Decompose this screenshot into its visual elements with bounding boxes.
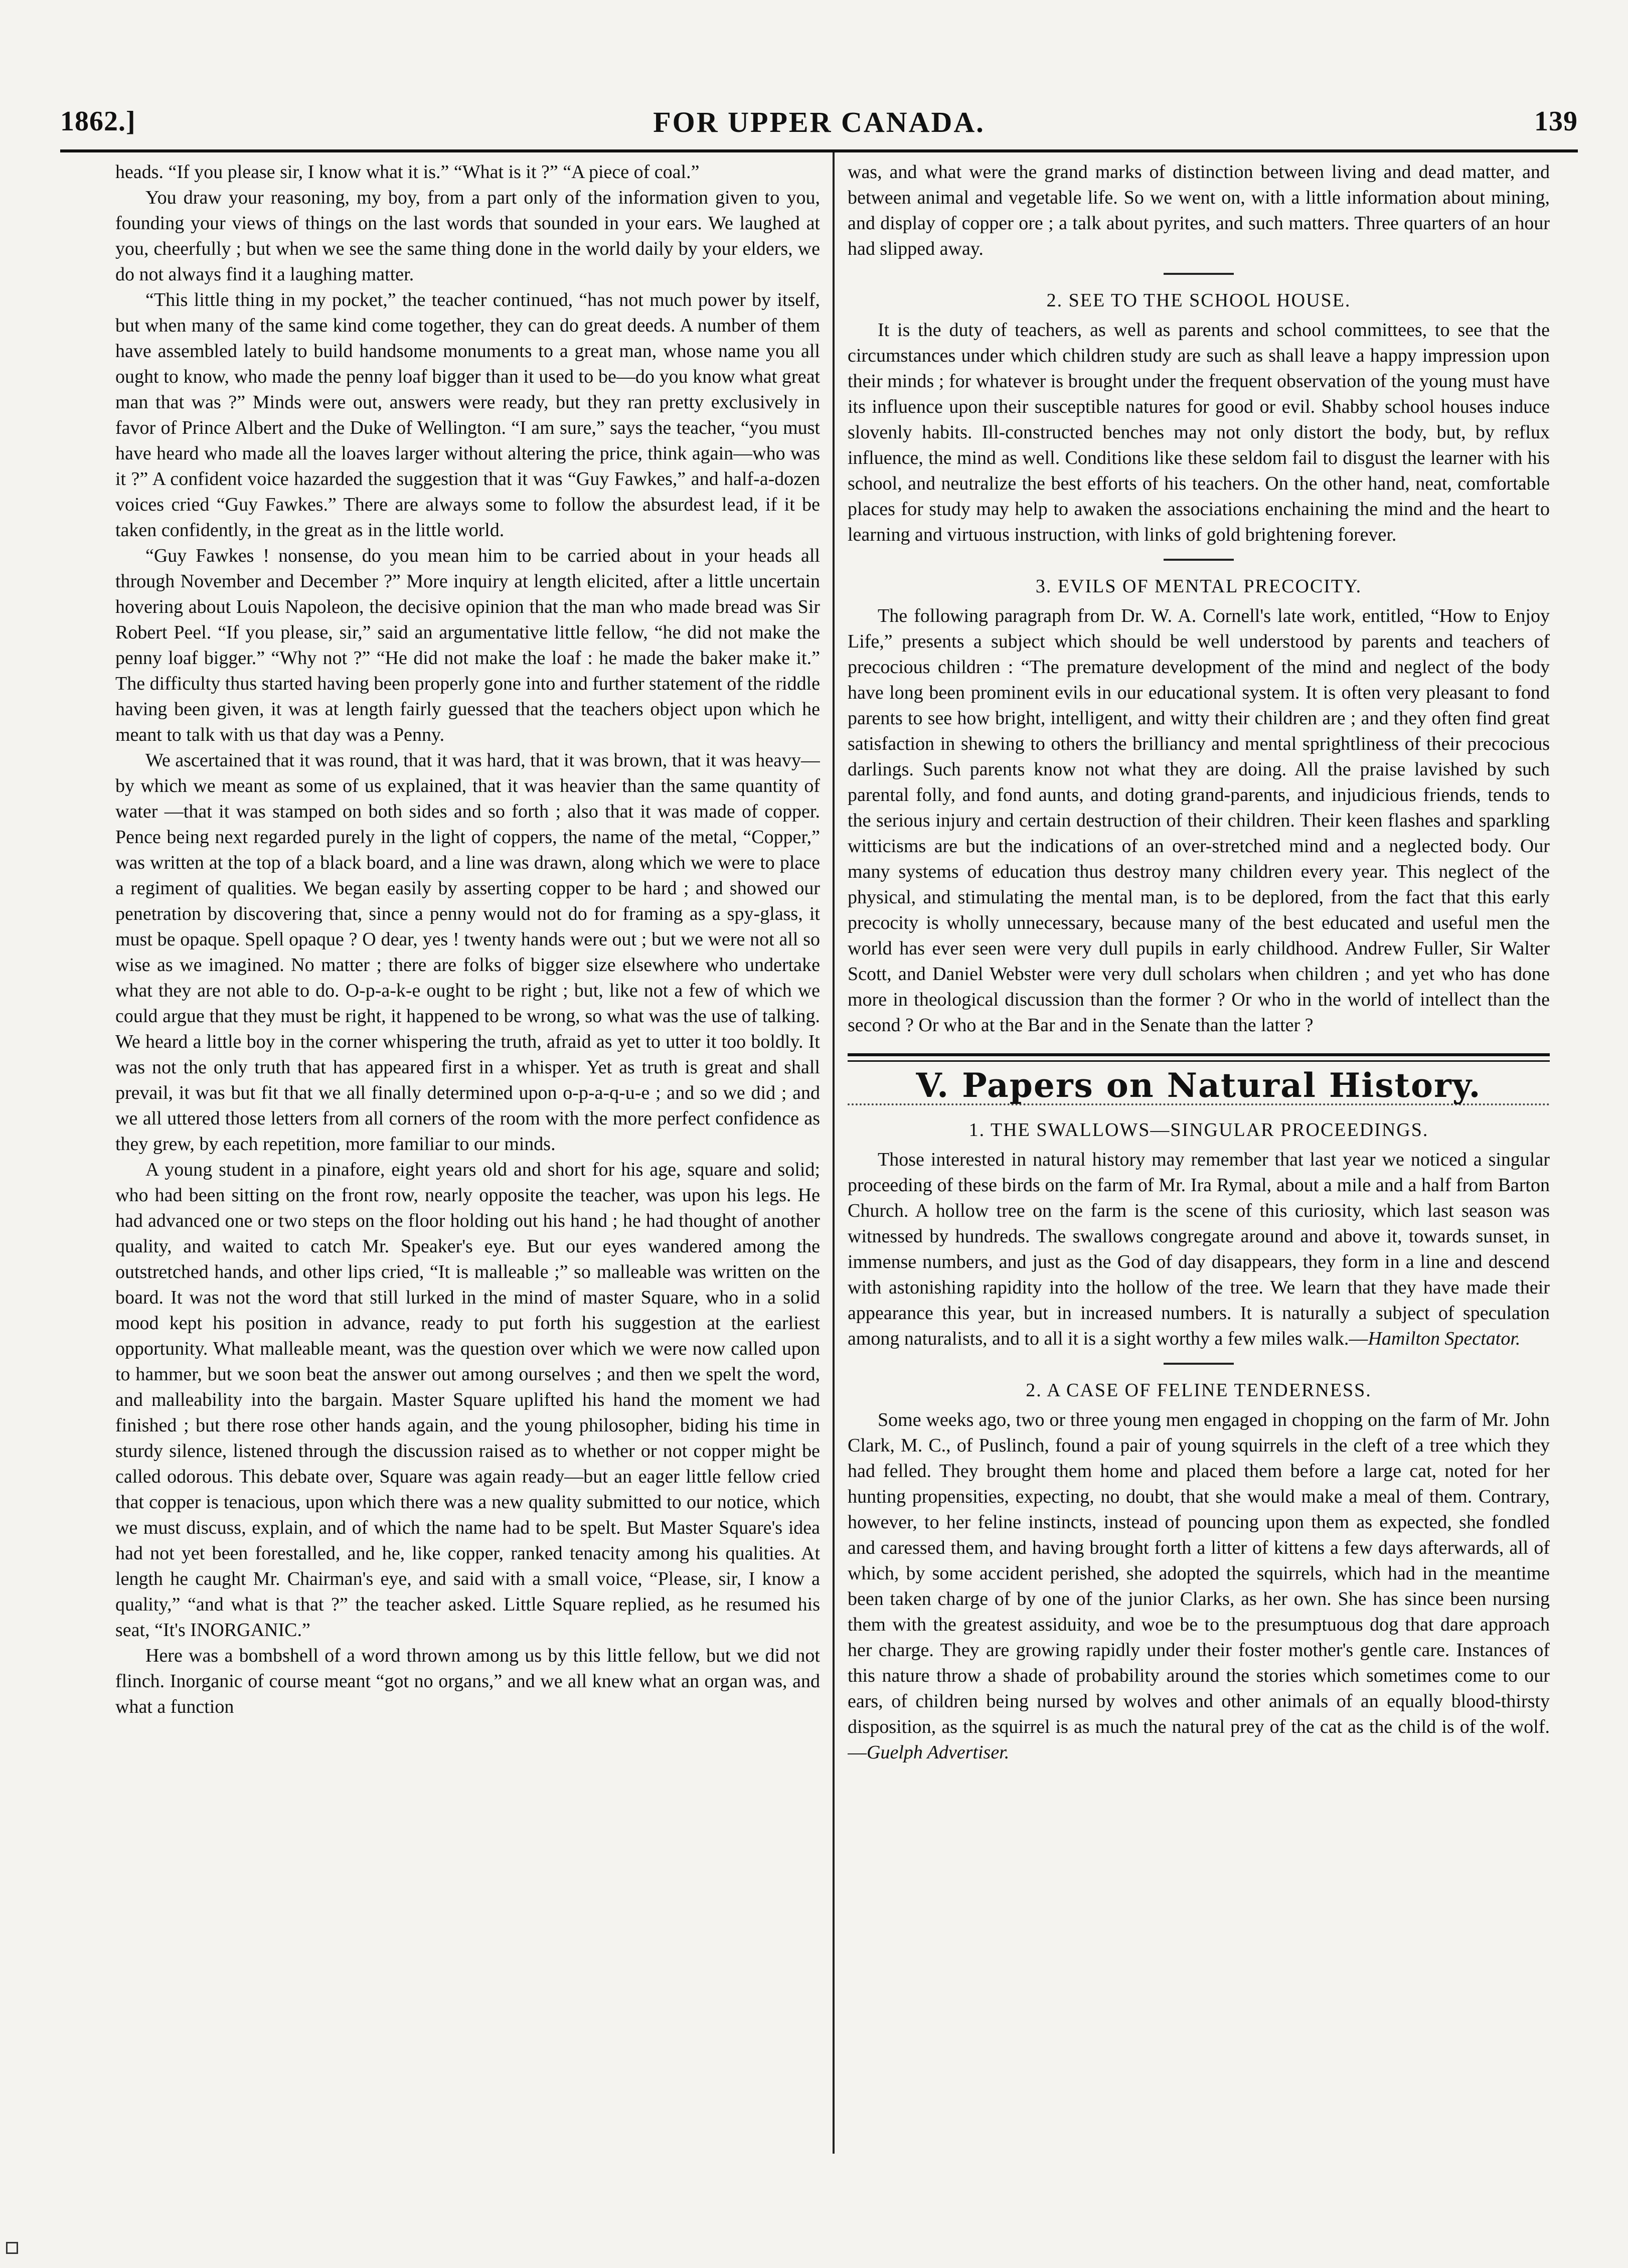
paragraph: A young student in a pinafore, eight years old and short for his age, square and solid; who had been sitting on the front row, nearly opposite the teacher, was upon his legs. He had advanced one or two steps on the floor holding out his hand ; he had thought of another quality, and waited to catch Mr. Speaker's eye. But our eyes wandered among the outstretched hands, and other lips cried, “It is malleable ;” so malleable was written on the board. It was not the word that still lurked in the mind of master Square, who in a solid mood kept his position in advance, ready to put forth his suggestion at the earliest opportunity. What malleable meant, was the question over which we were now called upon to hammer, but we soon beat the answer out among ourselves ; and then we spelt the word, and malleability into the bargain. Master Square uplifted his hand the moment we had finished ; but there rose other hands again, and the young philosopher, biding his time in sturdy silence, listened through the discussion raised as to whether or not copper might be called odorous. This debate over, Square was again ready—but an eager little fellow cried that copper is tenacious, upon which there was a new quality submitted to our notice, which we must discuss, explain, and of which the name had to be spelt. But Master Square's idea had not yet been forestalled, and he, like copper, ranked tenacity among his qualities. At length he caught Mr. Chairman's eye, and said with a small voice, “Please, sir, I know a quality,” “and what is that ?” the teacher asked. Little Square replied, as he resumed his seat, “It's INORGANIC.”	[115, 1159, 820, 1641]
paragraph	[848, 1407, 1550, 1765]
paragraph: “Guy Fawkes ! nonsense, do you mean him to be carried about in your heads all through November and December ?” More inquiry at length elicited, after a little uncertain hovering about Louis Napoleon, the decisive opinion that the man who made bread was Sir Robert Peel. “If you please, sir,” said an argumentative little fellow, “he did not make the penny loaf bigger.” “Why not ?” “He did not make the loaf : he made the baker make it.” The difficulty thus started having been properly gone into and further statement of the riddle having been given, it was at length fairly guessed that the teachers object upon which he meant to talk with us that day was a Penny.	[115, 545, 820, 745]
paragraph: was, and what were the grand marks of distinction between living and dead matter, and between animal and vegetable life. So we went on, with a little information about mining, and display of copper ore ; a talk about pyrites, and such matters. Three quarters of an hour had slipped away.	[848, 161, 1550, 259]
header-rule	[60, 149, 1578, 152]
paragraph-text: Those interested in natural history may remember that last year we noticed a singular proceeding of these birds on the farm of Mr. Ira Rymal, about a mile and a half from Barton Church. A hollow tree on the farm is the scene of this curiosity, which last season was witnessed by hundreds. The swallows congregate around and above it, towards sunset, in immense numbers, and just as the God of day disappears, they form in a line and descend with astonishing rapidity into the hollow of the tree. We learn that they have made their appearance this year, but in increased numbers. It is naturally a subject of speculation among naturalists, and to all it is a sight worthy a few miles walk.—	[848, 1149, 1550, 1349]
paragraph: The following paragraph from Dr. W. A. Cornell's late work, entitled, “How to Enjoy Life,” presents a subject which should be well understood by parents and teachers of precocious children : “The premature development of the mind and neglect of the body have long been prominent evils in our educational system. It is often very pleasant to fond parents to see how bright, intelligent, and witty their children are ; and they often find great satisfaction in shewing to others the brilliancy and mental sprightliness of their precocious darlings. Such parents know not what they are doing. All the praise lavished by such parental folly, and fond aunts, and doting grand-parents, and injudicious friends, tends to the serious injury and certain destruction of their children. Their keen flashes and sparkling witticisms are but the indications of an over-stretched mind and a neglected body. Our many systems of education thus destroy many children every year. This neglect of the physical, and stimulating the mental man, is to be deplored, from the fact that this early precocity is wholly unnecessary, because many of the best educated and useful men the world has ever seen were very dull pupils in early childhood. Andrew Fuller, Sir Walter Scott, and Daniel Webster were very dull scholars when children ; and yet who has done more in theological discussion than the former ? Or who in the world of intellect than the second ? Or who at the Bar and in the Senate than the latter ?	[848, 605, 1550, 1036]
section-divider	[1164, 273, 1234, 275]
section-divider	[1164, 1363, 1234, 1365]
paragraph: It is the duty of teachers, as well as parents and school committees, to see that the circumstances under which children study are such as shall leave a happy impression upon their minds ; for whatever is brought under the frequent observation of the young must have its influence upon their susceptible natures for good or evil. Shabby school houses induce slovenly habits. Ill-constructed benches may not only distort the body, but, by reflux influence, the mind as well. Conditions like these seldom fail to disgust the learner with his school, and neutralize the best efforts of his teachers. On the other hand, neat, comfortable places for study may help to awaken the associations enchaining the mind and the heart to learning and virtuous instruction, with links of gold brightening forever.	[848, 319, 1550, 545]
paragraph: heads. “If you please sir, I know what it is.” “What is it ?” “A piece of coal.”	[115, 161, 700, 183]
section-divider	[1164, 559, 1234, 561]
paragraph: You draw your reasoning, my boy, from a part only of the information given to you, founding your views of things on the last words that sounded in your ears. We laughed at you, cheerfully ; but when we see the same thing done in the world daily by your elders, we do not always find it a laughing matter.	[115, 187, 820, 285]
paragraph: “This little thing in my pocket,” the teacher continued, “has not much power by itself, but when many of the same kind come together, they can do great deeds. A number of them have assembled lately to build handsome monuments to a great man, whose name you all ought to know, who made the penny loaf bigger than it used to be—do you know what great man that was ?” Minds were out, answers were ready, but they ran pretty exclusively in favor of Prince Albert and the Duke of Wellington. “I am sure,” says the teacher, “you must have heard who made all the loaves larger without altering the price, think again—who was it ?” A confident voice hazarded the suggestion that it was “Guy Fawkes,” and half-a-dozen voices cried “Guy Fawkes.” There are always some to follow the absurdest lead, if it be taken confidently, in the great as in the little world.	[115, 289, 820, 541]
page-number: 139	[1534, 106, 1578, 137]
section-title: 1. THE SWALLOWS—SINGULAR PROCEEDINGS.	[968, 1119, 1429, 1141]
paragraph: We ascertained that it was round, that it was hard, that it was brown, that it was heavy—by which we meant as some of us explained, that it was heavier than the same quantity of water —that it was stamped on both sides and so forth ; also that it was made of copper. Pence being next regarded purely in the light of coppers, the name of the metal, “Copper,” was written at the top of a black board, and a line was drawn, along which we were to place a regiment of qualities. We began easily by asserting copper to be hard ; and showed our penetration by discovering that, since a penny would not do for framing as a spy-glass, it must be opaque. Spell opaque ? O dear, yes ! twenty hands were out ; but we were not all so wise as we imagined. No matter ; there are folks of bigger size elsewhere who undertake what they are not able to do. O-p-a-k-e ought to be right ; but, like not a few of which we could argue that they must be right, it happened to be wrong, so what was the use of talking. We heard a little boy in the corner whispering the truth, afraid as yet to utter it too boldly. It was not the only truth that has appeared first in a whisper. Yet as truth is great and shall prevail, it was but fit that we all finally determined upon o-p-a-q-u-e ; and so we did ; and we all uttered those letters from all corners of the room with the more perfect confidence as they grew, by each repetition, more familiar to our minds.	[115, 750, 820, 1155]
corner-mark	[6, 2242, 18, 2254]
part-heading: V. Papers on Natural History.	[916, 1066, 1482, 1105]
source-credit: Guelph Advertiser.	[867, 1742, 1010, 1763]
paragraph	[848, 1147, 1550, 1352]
section-title: 2. A CASE OF FELINE TENDERNESS.	[1026, 1380, 1372, 1401]
paragraph-text: Some weeks ago, two or three young men engaged in chopping on the farm of Mr. John Clark, M. C., of Puslinch, found a pair of young squirrels in the cleft of a tree which they had felled. They brought them home and placed them before a large cat, noted for her hunting propensities, expecting, no doubt, that she would make a meal of them. Contrary, however, to her feline instincts, instead of pouncing upon them as expected, she fondled and caressed them, and having brought forth a litter of kittens a few days afterwards, all of which, by some accident perished, she adopted the squirrels, which had in the meantime been taken charge of by one of the junior Clarks, as her own. She has since been nursing them with the greatest assiduity, and woe be to the presumptuous dog that dare approach her charge. They are growing rapidly under their foster mother's gentle care. Instances of this nature throw a shade of probability around the stories which sometimes come to our ears, of children being nursed by wolves and other animals of an equally blood-thirsty disposition, as the squirrel is as much the natural prey of the cat as the child is of the wolf.—	[848, 1409, 1550, 1763]
column-divider	[833, 152, 835, 2154]
source-credit: Hamilton Spectator.	[1368, 1328, 1521, 1349]
header-year: 1862.]	[60, 106, 136, 137]
right-column	[848, 159, 1550, 2161]
running-head	[60, 105, 1578, 145]
header-title: FOR UPPER CANADA.	[653, 106, 985, 138]
part-divider	[848, 1053, 1550, 1062]
left-column	[115, 159, 820, 2161]
paragraph: Here was a bombshell of a word thrown among us by this little fellow, but we did not flinch. Inorganic of course meant “got no organs,” and we all knew what an organ was, and what a function	[115, 1645, 820, 1717]
section-title: 3. EVILS OF MENTAL PRECOCITY.	[1035, 576, 1362, 597]
section-title: 2. SEE TO THE SCHOOL HOUSE.	[1046, 290, 1351, 311]
